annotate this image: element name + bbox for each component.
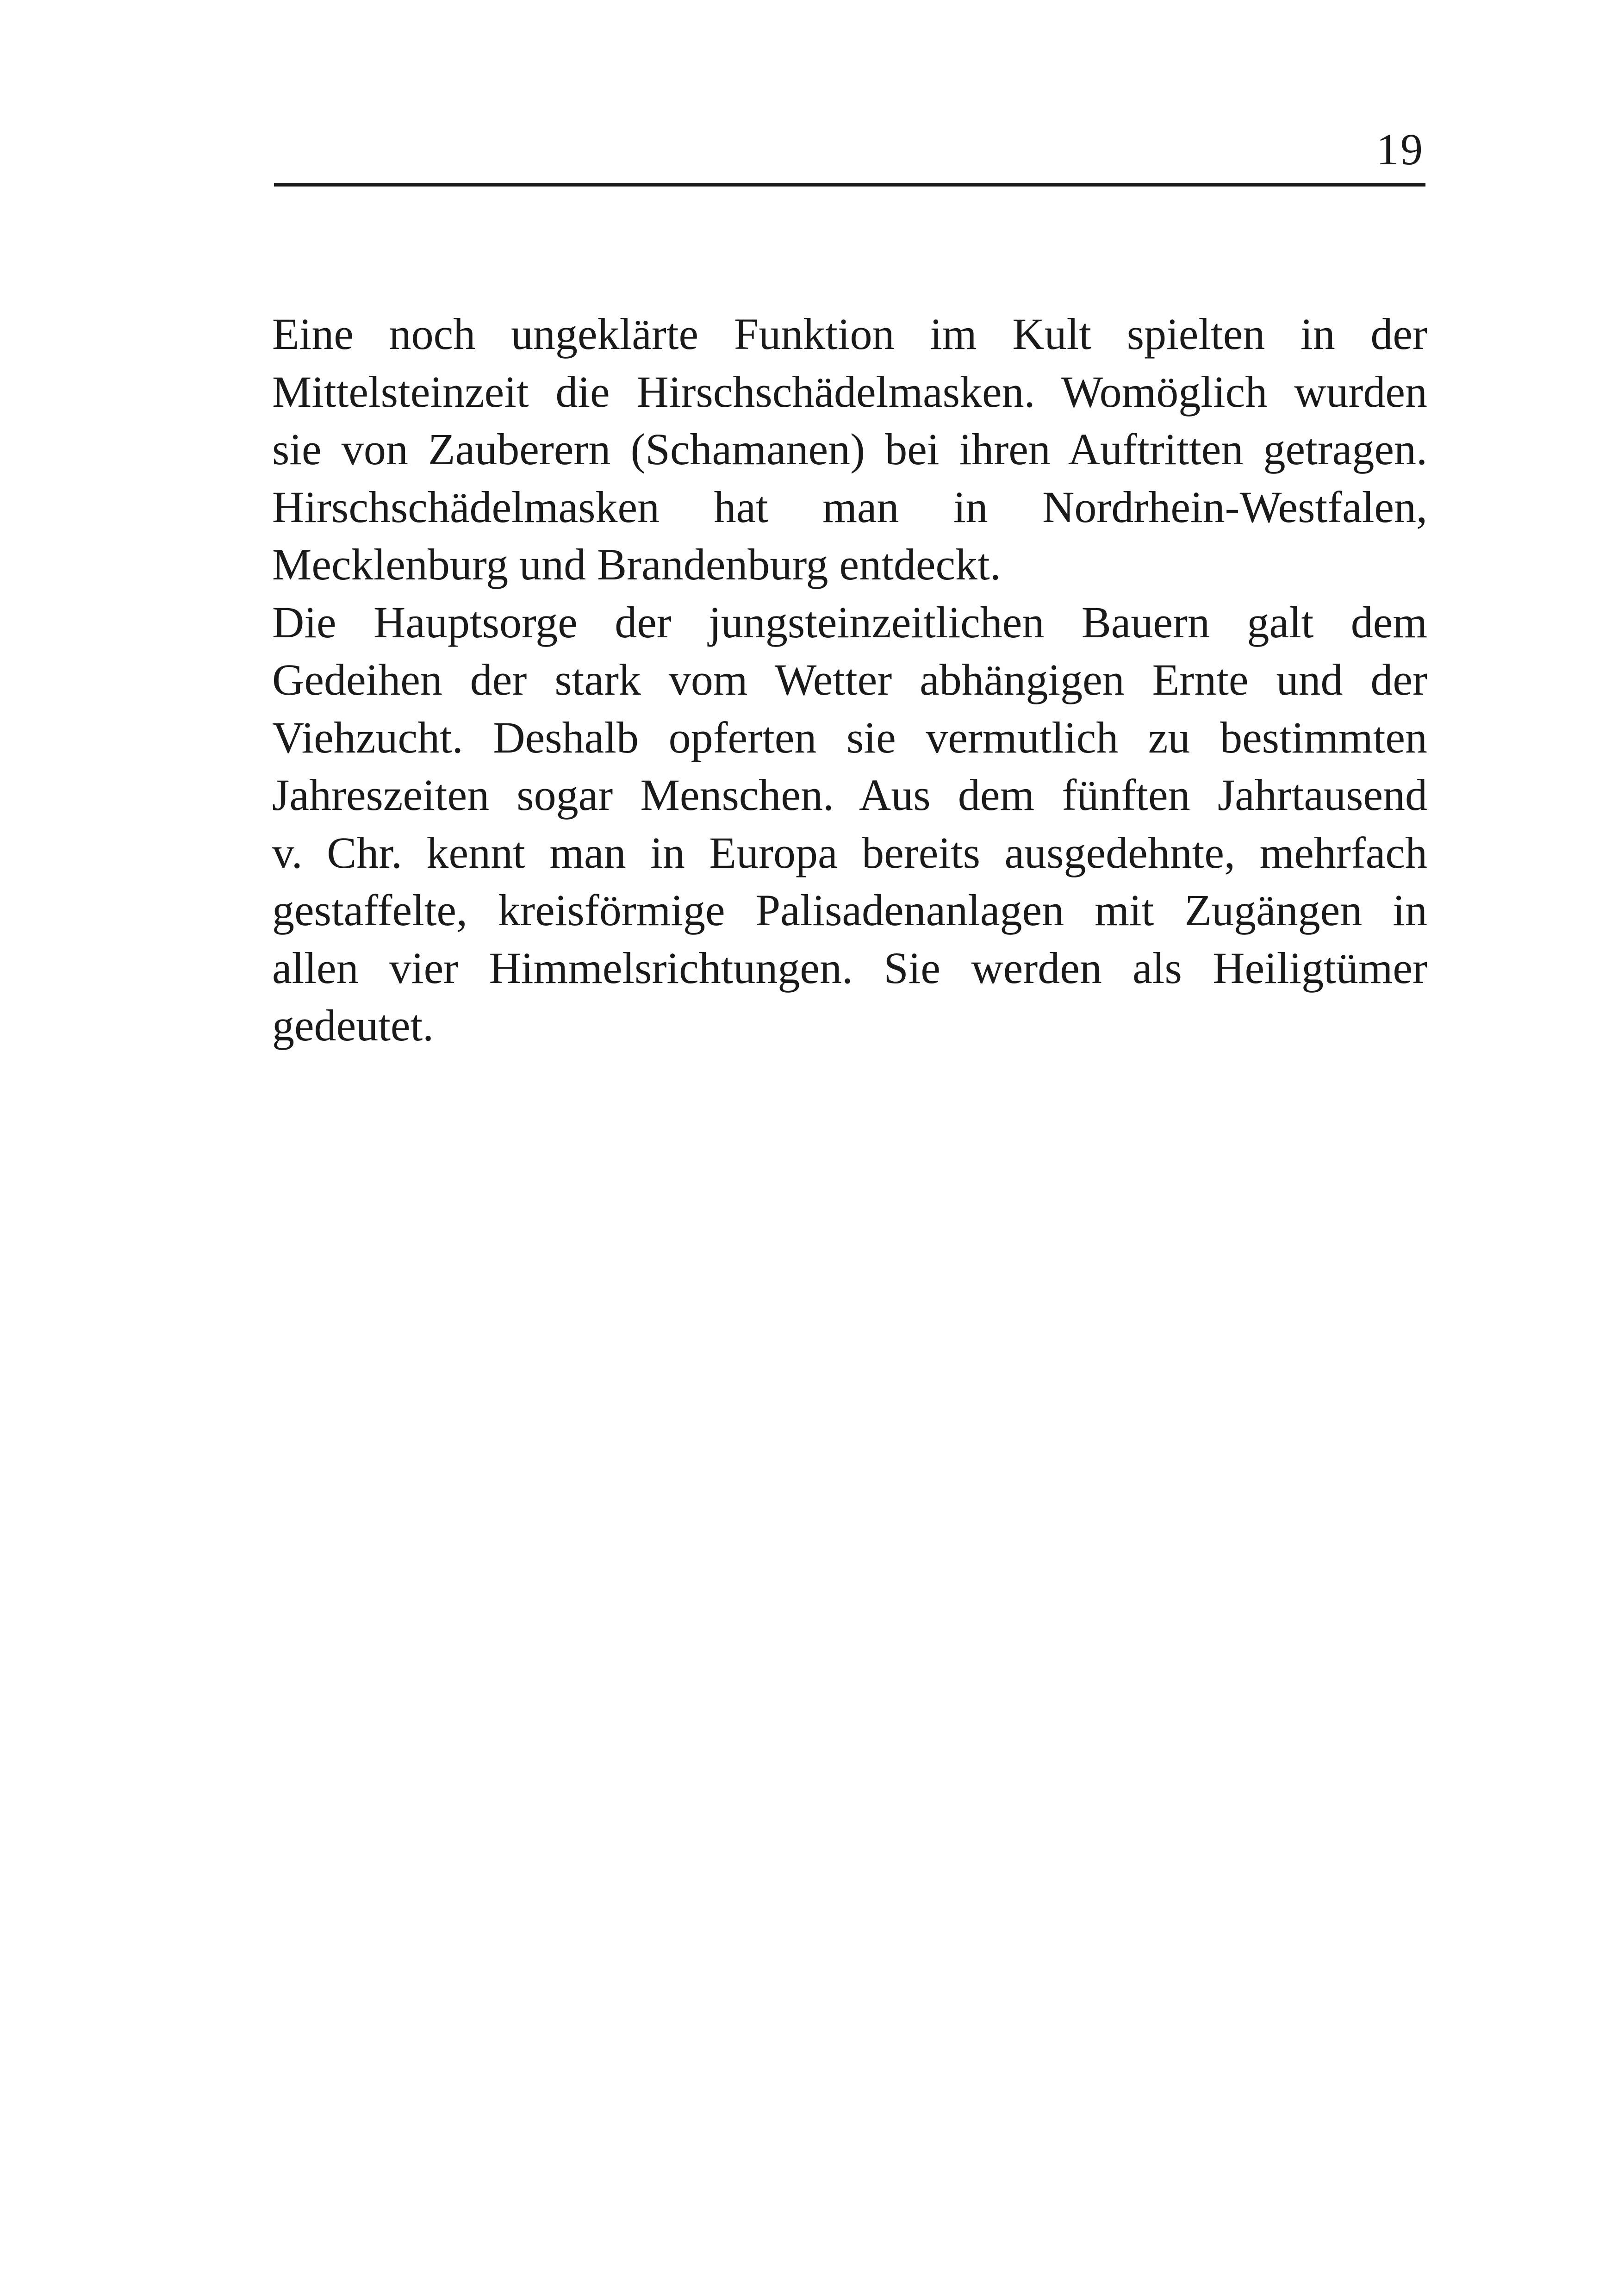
text-line: Mecklenburg und Brandenburg entdeckt. (272, 540, 1001, 589)
text-line: Die Hauptsorge der jungsteinzeitlichen Bauern galt dem (272, 597, 1427, 647)
text-line: allen vier Himmelsrichtungen. Sie werden als Heiligtümer (272, 943, 1427, 993)
text-line: gestaffelte, kreisförmige Palisadenanlagen mit Zugängen in (272, 885, 1427, 935)
text-line: Viehzucht. Deshalb opferten sie vermutlich zu bestimmten (272, 712, 1427, 762)
text-line: Hirschschädelmasken hat man in Nordrhein-Westfalen, (272, 482, 1427, 532)
text-line: Gedeihen der stark vom Wetter abhängigen Ernte und der (272, 655, 1427, 704)
header-rule (274, 183, 1425, 187)
text-line: Mittelsteinzeit die Hirschschädelmasken. Womöglich wurden (272, 367, 1427, 417)
text-line: Eine noch ungeklärte Funktion im Kult spielten in der (272, 309, 1427, 359)
text-line: Jahreszeiten sogar Menschen. Aus dem fünften Jahrtausend (272, 770, 1427, 820)
text-line: sie von Zauberern (Schamanen) bei ihren Auftritten getragen. (272, 424, 1427, 474)
paragraph-1 (272, 305, 1427, 594)
text-line: v. Chr. kennt man in Europa bereits ausgedehnte, mehrfach (272, 828, 1427, 877)
page-number: 19 (1376, 124, 1425, 174)
paragraph-2 (272, 594, 1427, 1055)
text-line: gedeutet. (272, 1001, 434, 1050)
body-text (272, 305, 1427, 1055)
